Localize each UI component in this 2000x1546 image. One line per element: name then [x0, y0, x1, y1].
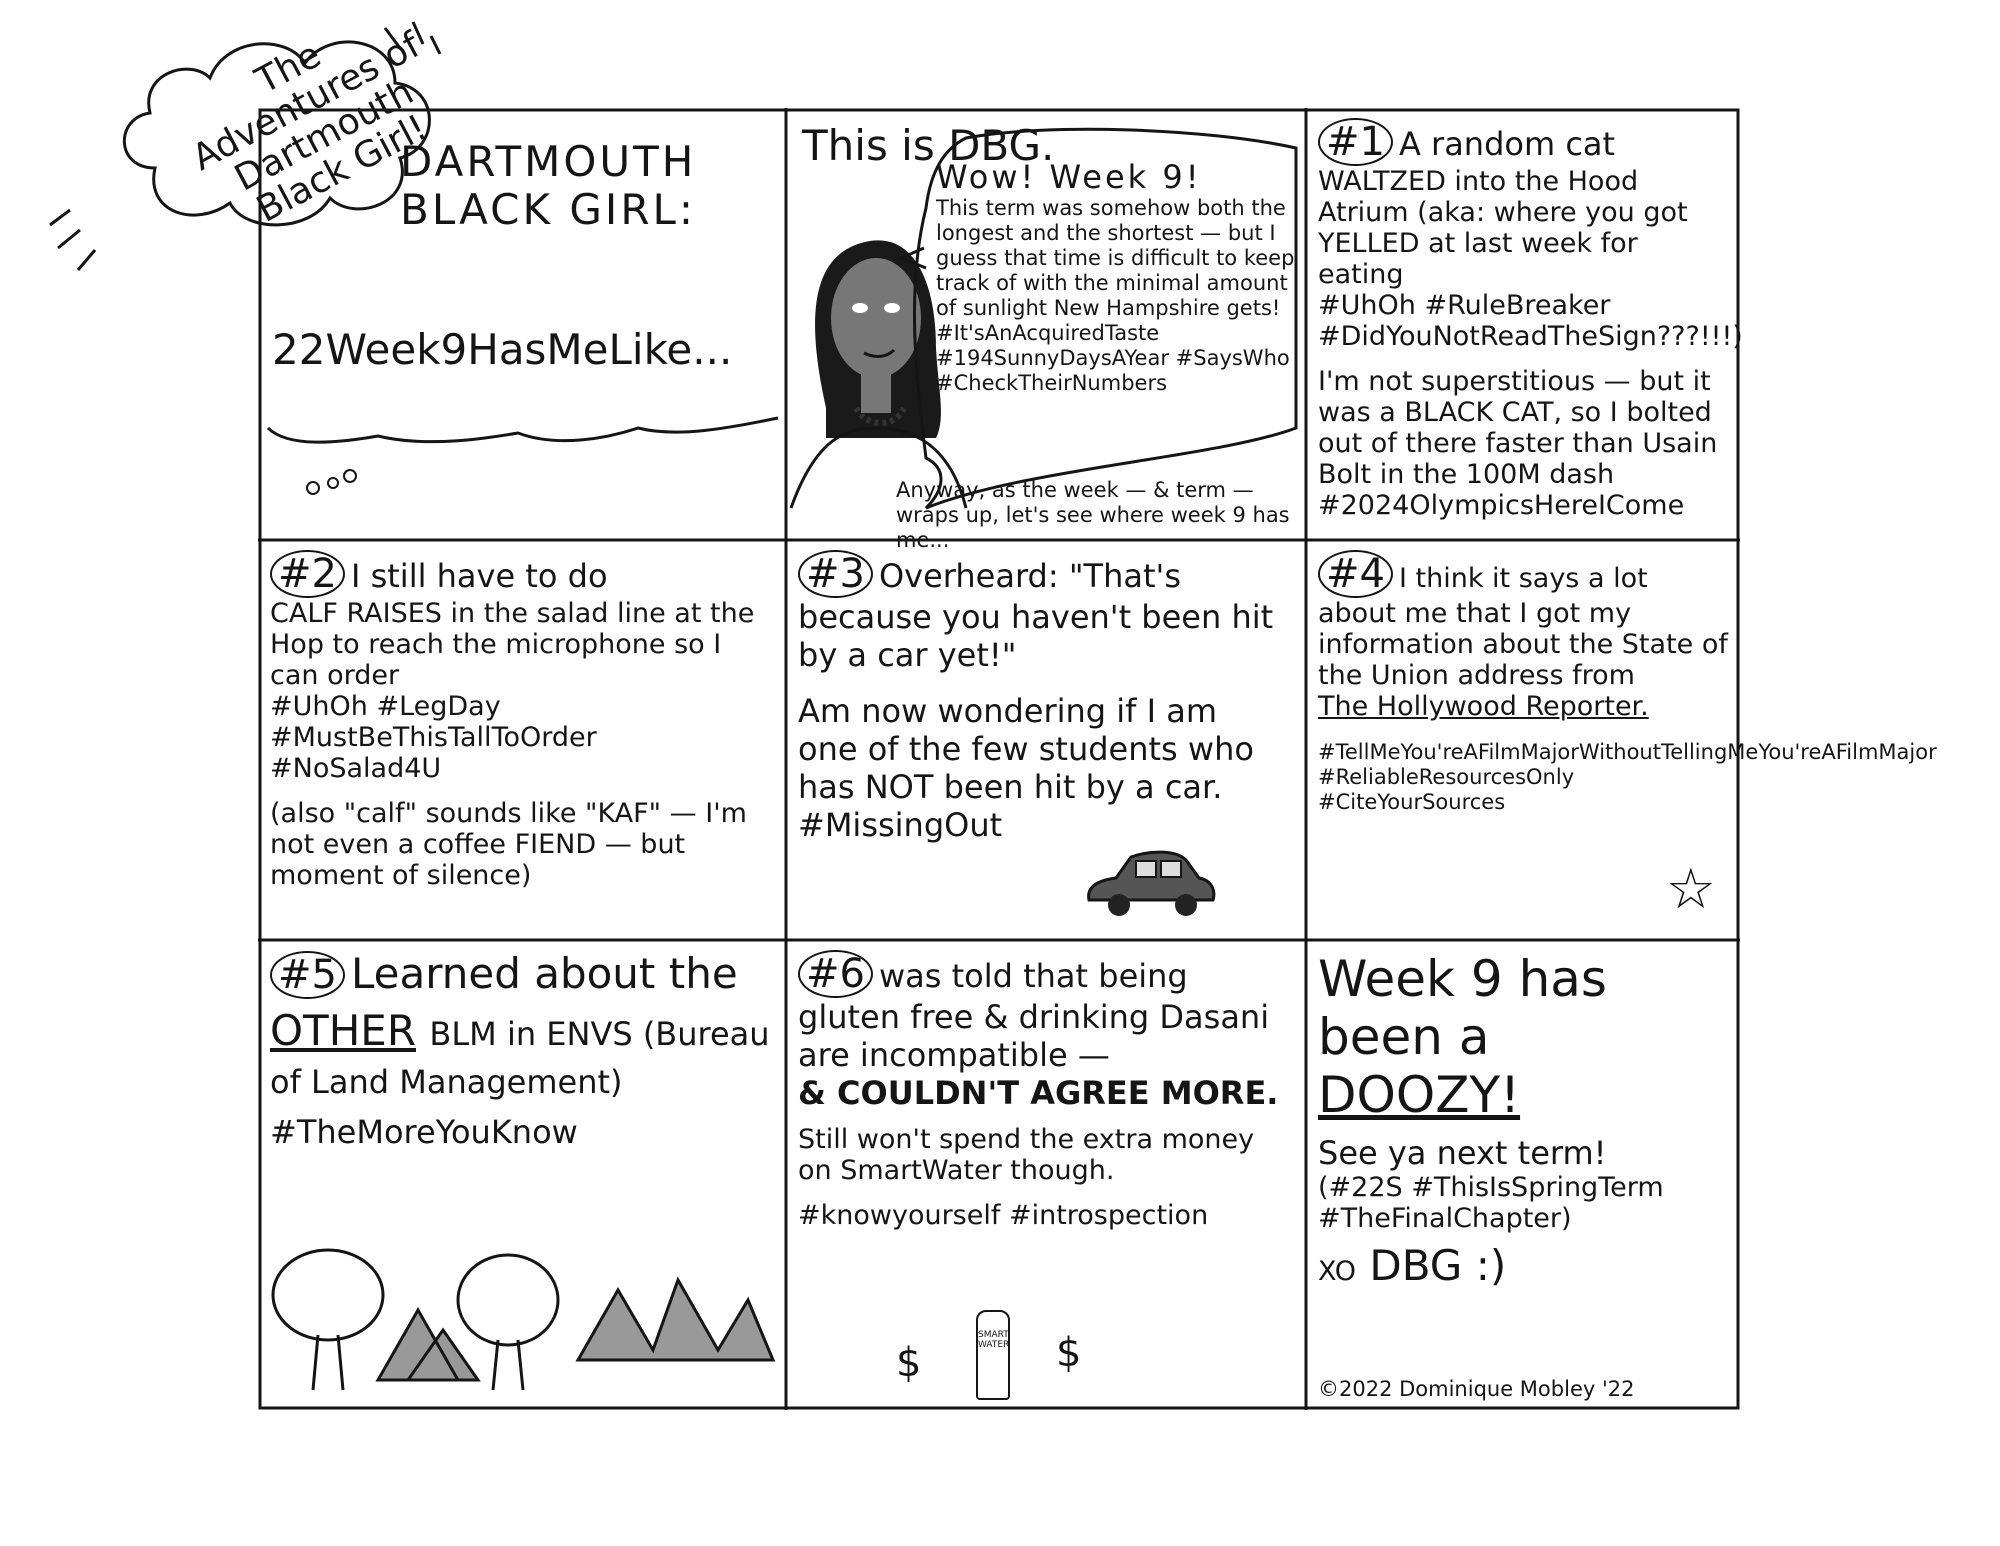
panel4-line2: CALF RAISES in the salad line at the Hop to reach the microphone so I can order: [270, 598, 755, 691]
panel9-xo: XO: [1318, 1256, 1357, 1287]
panel6-source: The Hollywood Reporter.: [1318, 691, 1649, 722]
panel5-quote: Overheard: "That's because you haven't been hit by a car yet!": [798, 557, 1274, 674]
panel7-line2: BLM in ENVS (Bureau of Land Management): [270, 1015, 770, 1101]
panel8-agree: & COULDN'T AGREE MORE.: [798, 1074, 1279, 1112]
dollar-icon-left: $: [896, 1340, 922, 1386]
panel7-line1: Learned about the: [350, 949, 738, 998]
panel8-body2: Still won't spend the extra money on SmartWater though.: [798, 1124, 1255, 1186]
speech-title: Wow! Week 9!: [936, 158, 1202, 196]
panel6-body: I think it says a lot about me that I got my information about the State of the Union address from: [1318, 563, 1728, 691]
panel-title: DARTMOUTH BLACK GIRL:: [400, 137, 697, 234]
panel3-line1: A random cat: [1398, 125, 1616, 163]
panel3-tags: #UhOh #RuleBreaker #DidYouNotReadTheSign???!!!): [1318, 290, 1743, 352]
speech-content: [936, 158, 1296, 396]
bottle-label: SMART WATER: [978, 1330, 1010, 1350]
thought-text: 22Week9HasMeLike...: [272, 325, 733, 374]
panel4-tags: #UhOh #LegDay #MustBeThisTallToOrder #NoSalad4U: [270, 691, 597, 784]
cloud-title-text: The Adventures of Dartmouth Black Girl!: [185, 24, 434, 231]
panel5-body: Am now wondering if I am one of the few students who has NOT been hit by a car.: [798, 692, 1254, 806]
panel7-other: OTHER: [270, 1006, 417, 1055]
panel-8: [786, 940, 1306, 1410]
panel9-tags: (#22S #ThisIsSpringTerm #TheFinalChapter): [1318, 1172, 1664, 1234]
panel6-tags: #TellMeYou'reAFilmMajorWithoutTellingMeYou'reAFilmMajor #ReliableResourcesOnly #CiteYourSources: [1318, 740, 1937, 814]
panel-7: [258, 940, 786, 1410]
panel-number: #5: [270, 951, 345, 999]
panel-2: [786, 108, 1306, 552]
panel-number: #6: [798, 950, 873, 998]
water-bottle-icon: [976, 1310, 1010, 1400]
star-icon: ☆: [1665, 857, 1716, 922]
panel7-tag: #TheMoreYouKnow: [270, 1113, 578, 1151]
panel5-tag: #MissingOut: [798, 806, 1003, 844]
panel-number: #4: [1318, 550, 1393, 598]
panel9-sign: DBG :): [1369, 1241, 1507, 1290]
motion-marks: [40, 190, 120, 280]
panel9-doozy: DOOZY!: [1318, 1066, 1521, 1124]
panel8-tags: #knowyourself #introspection: [798, 1200, 1209, 1231]
panel8-body: was told that being gluten free & drinking Dasani are incompatible —: [798, 957, 1270, 1074]
panel-number: #1: [1318, 118, 1393, 166]
panel3-line3: I'm not superstitious — but it was a BLACK CAT, so I bolted out of there faster than Usain Bolt in the 100M dash #2024OlympicsHereICome: [1318, 366, 1718, 521]
trees-mountains-drawing: [268, 1240, 778, 1400]
car-icon: [1081, 845, 1221, 925]
panel-number: #2: [270, 550, 345, 598]
panel3-line2: WALTZED into the Hood Atrium (aka: where you got YELLED at last week for eating: [1318, 166, 1688, 290]
speech-end: Anyway, as the week — & term — wraps up, let's see where week 9 has me...: [896, 478, 1290, 552]
panel-9: [1306, 940, 1740, 1410]
panel-number: #3: [798, 550, 873, 598]
speech-body: This term was somehow both the longest and the shortest — but I guess that time is difficult to keep track of with the minimal amount of sunlight New Hampshire gets! #It'sAnAcquiredTaste #194SunnyDaysAYear #SaysWho #CheckTheirNumbers: [936, 196, 1295, 395]
thought-bubble: [258, 278, 786, 538]
panel-1: [258, 108, 786, 540]
panel-3: [1306, 108, 1743, 540]
panel9-line1: Week 9 has been a: [1318, 950, 1607, 1066]
panel-6: [1306, 540, 1937, 940]
intro-text: This is DBG.: [802, 121, 1055, 170]
panel-5: [786, 540, 1306, 940]
copyright: ©2022 Dominique Mobley '22: [1318, 1377, 1635, 1401]
comic-grid: [258, 108, 1937, 1410]
dollar-icon-right: $: [1056, 1330, 1082, 1376]
panel9-line2: See ya next term!: [1318, 1134, 1607, 1172]
panel4-line1: I still have to do: [350, 557, 608, 595]
panel4-note: (also "calf" sounds like "KAF" — I'm not even a coffee FIEND — but moment of silence): [270, 798, 747, 891]
panel-4: [258, 540, 786, 940]
